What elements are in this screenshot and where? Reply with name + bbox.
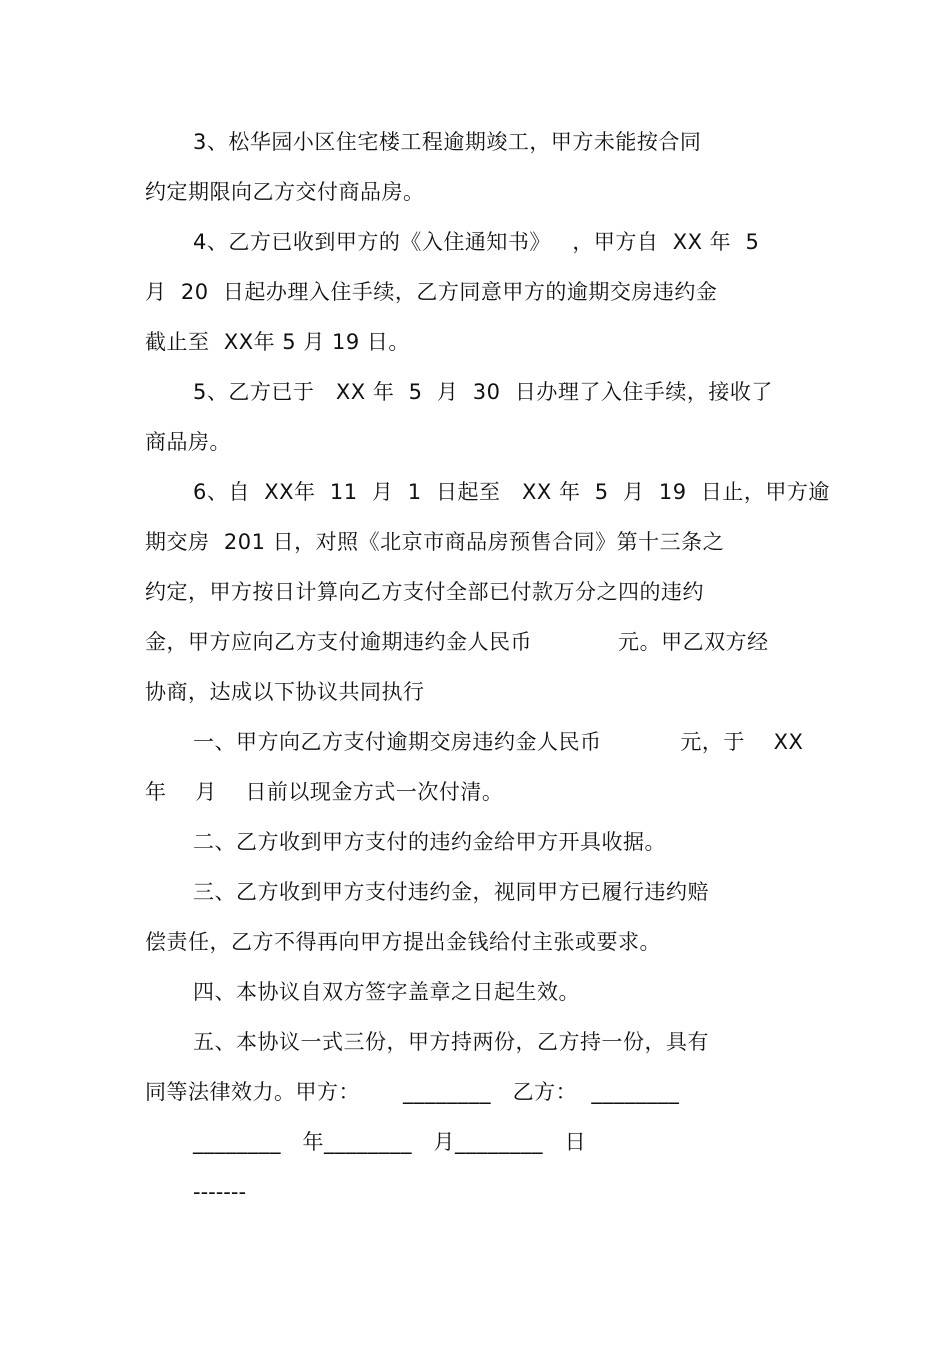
paragraph-5-line-1: 5、乙方已于 XX 年 5 月 30 日办理了入住手续，接收了 <box>193 380 773 404</box>
paragraph-3-line-1: 3、松华园小区住宅楼工程逾期竣工，甲方未能按合同 <box>193 130 702 154</box>
paragraph-6-line-3: 约定，甲方按日计算向乙方支付全部已付款万分之四的违约 <box>145 580 704 604</box>
paragraph-4-line-1: 4、乙方已收到甲方的《入住通知书》 ，甲方自 XX 年 5 <box>193 230 760 254</box>
clause-3-line-1: 三、乙方收到甲方支付违约金，视同甲方已履行违约赔 <box>193 880 709 904</box>
signature-date-line: ________ 年________ 月________ 日 <box>193 1130 587 1154</box>
signature-parties-line: 同等法律效力。甲方： ________ 乙方： ________ <box>145 1080 680 1104</box>
paragraph-6-line-4: 金，甲方应向乙方支付逾期违约金人民币 元。甲乙双方经 <box>145 630 769 654</box>
page-separator: ------- <box>193 1180 247 1204</box>
paragraph-4-line-2: 月 20 日起办理入住手续，乙方同意甲方的逾期交房违约金 <box>145 280 718 304</box>
paragraph-6-line-2: 期交房 201 日，对照《北京市商品房预售合同》第十三条之 <box>145 530 725 554</box>
paragraph-4-line-3: 截止至 XX年 5 月 19 日。 <box>145 330 410 354</box>
paragraph-6-line-5: 协商，达成以下协议共同执行 <box>145 680 425 704</box>
paragraph-5-line-2: 商品房。 <box>145 430 231 454</box>
clause-4: 四、本协议自双方签字盖章之日起生效。 <box>193 980 580 1004</box>
clause-3-line-2: 偿责任，乙方不得再向甲方提出金钱给付主张或要求。 <box>145 930 661 954</box>
paragraph-3-line-2: 约定期限向乙方交付商品房。 <box>145 180 425 204</box>
paragraph-6-line-1: 6、自 XX年 11 月 1 日起至 XX 年 5 月 19 日止，甲方逾 <box>193 480 830 504</box>
clause-1-line-2: 年 月 日前以现金方式一次付清。 <box>145 780 504 804</box>
clause-1-line-1: 一、甲方向乙方支付逾期交房违约金人民币 元，于 XX <box>193 730 804 754</box>
clause-2: 二、乙方收到甲方支付的违约金给甲方开具收据。 <box>193 830 666 854</box>
clause-5-line-1: 五、本协议一式三份，甲方持两份，乙方持一份，具有 <box>193 1030 709 1054</box>
